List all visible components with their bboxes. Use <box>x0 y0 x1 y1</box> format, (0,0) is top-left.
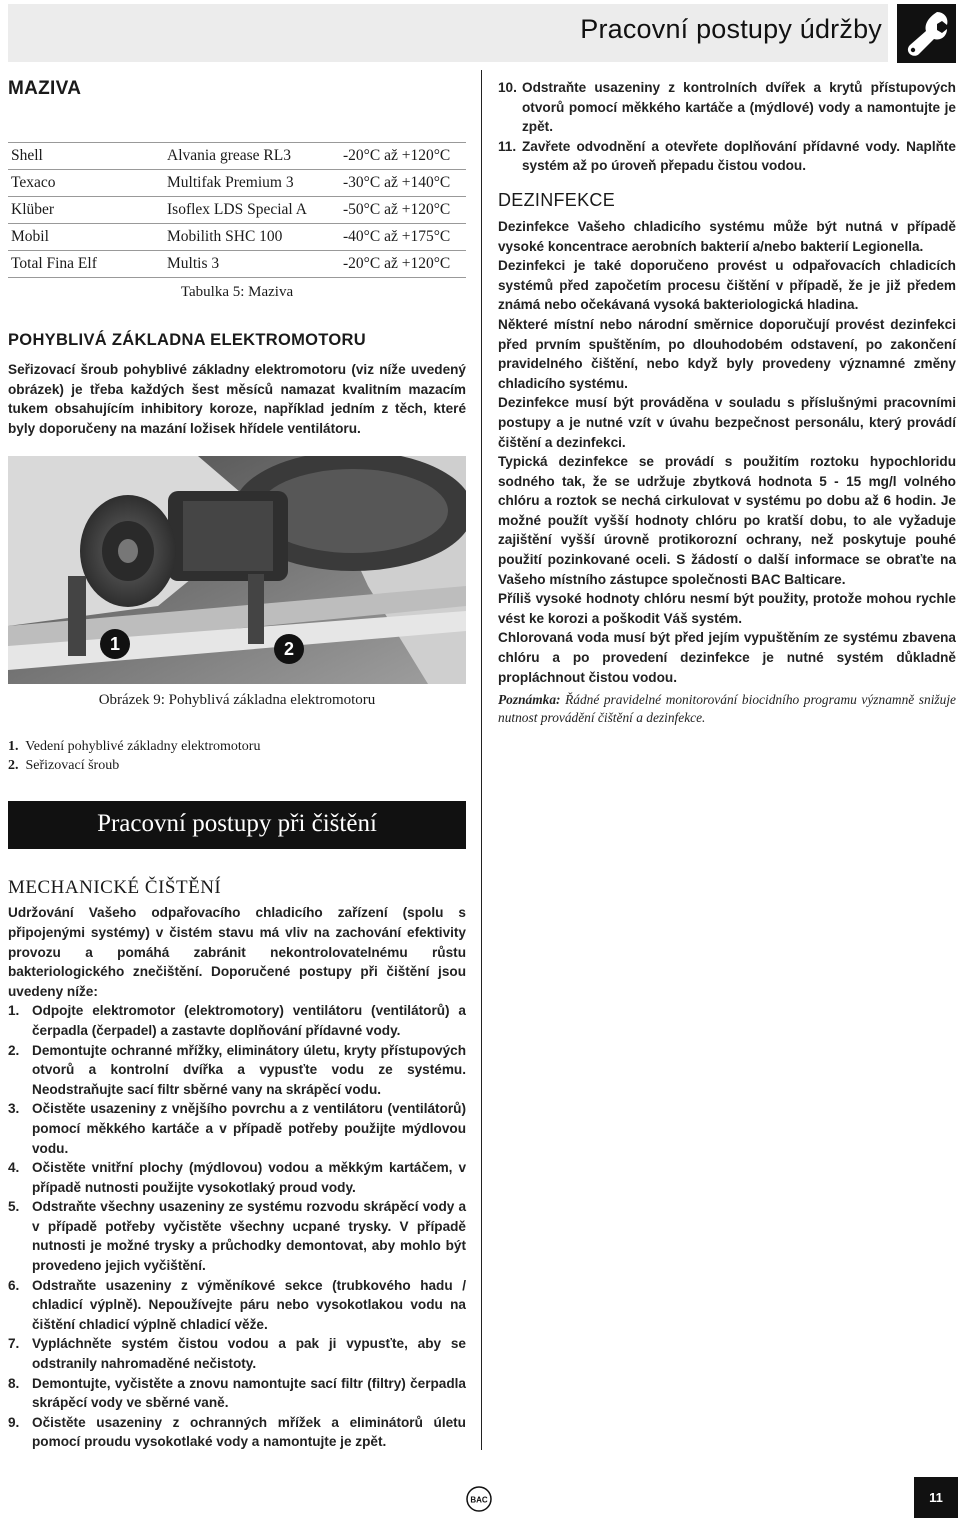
motor-base-photo <box>8 456 466 684</box>
table-caption: Tabulka 5: Maziva <box>180 284 294 300</box>
page-title: Pracovní postupy údržby <box>580 14 882 44</box>
motor-base-text: Seřizovací šroub pohyblivé základny elektromotoru (viz níže uvedený obrázek) je třeba každých šest měsíců namazat kvalitním mazacím tukem obsahujícím inhibitory koroze, například jedním z těch, které byly doporučeny na mazání ložisek hřídele ventilátoru. <box>8 362 466 436</box>
mechanical-steps <box>8 1001 466 1452</box>
marker-2: 2 <box>274 634 304 664</box>
list-item <box>8 1413 466 1452</box>
list-item-number: 7. <box>8 1336 20 1352</box>
lubricants-table <box>8 142 466 278</box>
legend-item: 1. Vedení pohyblivé základny elektromotoru <box>8 739 261 755</box>
table-row <box>8 143 466 170</box>
table-row <box>8 170 466 197</box>
disinfection-paragraph: Dezinfekce Vašeho chladicího systému může být nutná v případě vysoké koncentrace aerobních bakterií a/nebo bakterií Legionella. <box>498 218 956 254</box>
list-item-number: 5. <box>8 1199 20 1215</box>
left-column <box>8 70 466 1452</box>
list-item-number: 4. <box>8 1160 20 1176</box>
table-cell: Alvania grease RL3 <box>164 143 340 170</box>
disinfection-paragraph: Příliš vysoké hodnoty chlóru nesmí být použity, protože mohou rychle vést ke korozi a poškodit Váš systém. <box>498 591 956 626</box>
list-item-text: Zavřete odvodnění a otevřete doplňování přídavné vody. Naplňte systém až po úroveň přepadu čistou vodou. <box>522 138 956 174</box>
column-divider <box>481 70 482 1450</box>
list-item <box>8 1158 466 1197</box>
list-item <box>8 1276 466 1335</box>
list-item-text: Vypláchněte systém čistou vodou a pak ji vypusťte, aby se odstranily nahromaděné nečistoty. <box>32 1336 466 1372</box>
bac-logo-text: BAC <box>470 1495 488 1505</box>
disinfection-paragraph: Typická dezinfekce se provádí s použitím roztoku hypochloridu sodného tak, že se udržuje zbytková hodnota 5 - 15 mg/l volného chlóru a roztok se nechá cirkulovat v systému po dobu až 6 hodin. Je možné použít vyšší hodnoty chlóru po kratší dobu, to ale vyžaduje zajištění vyšší úrovně protikorozní ochrany, než poskytuje pouhé použití pozinkované oceli. S žádostí o další informace se obraťte na Vašeho místního zástupce společnosti BAC Balticare. <box>498 454 956 587</box>
list-item-number: 1. <box>8 1003 20 1019</box>
motor-base-heading: POHYBLIVÁ ZÁKLADNA ELEKTROMOTORU <box>8 331 366 349</box>
table-row <box>8 224 466 251</box>
disinfection-paragraph: Chlorovaná voda musí být před jejím vypuštěním ze systému zbavena chlóru a po provedení dezinfekce je nutné systém důkladně propláchnout čistou vodou. <box>498 630 956 685</box>
wrench-icon <box>897 4 956 63</box>
table-cell: -20°C až +120°C <box>340 251 466 278</box>
disinfection-text <box>498 217 956 687</box>
list-item-number: 9. <box>8 1414 20 1430</box>
figure-caption: Obrázek 9: Pohyblivá základna elektromotoru <box>98 692 376 709</box>
disinfection-paragraph: Dezinfekci je také doporučeno provést u odpařovacích chladicích systémů před započetím procesu čištění v případě, že je již předem známá nebo očekávaná vysoká bakteriologická hladina. <box>498 258 956 313</box>
list-item-number: 6. <box>8 1277 20 1293</box>
list-item-number: 10. <box>498 80 517 95</box>
cleaning-steps-continued <box>498 78 956 176</box>
list-item-text: Odstraňte všechny usazeniny ze systému rozvodu skrápěcí vody a v případě potřeby vyčistěte všechny ucpané trysky. V případě nutnosti je možné trysky a průchodky demontovat, aby mohlo být provedeno jejich vyčištění. <box>32 1199 466 1274</box>
list-item-text: Demontujte ochranné mřížky, eliminátory úletu, kryty přístupových otvorů a kontrolní dvířka a vypusťte vodu ze systému. Neodstraňujte sací filtr sběrné vany na skrápěcí vodu. <box>32 1042 466 1097</box>
list-item-number: 11. <box>498 138 517 154</box>
table-cell: -40°C až +175°C <box>340 224 466 251</box>
list-item <box>8 1099 466 1158</box>
list-item <box>8 1041 466 1100</box>
mechanical-intro: Udržování Vašeho odpařovacího chladicího zařízení (spolu s připojenými systémy) v čistém stavu má vliv na zachování efektivity provozu a pomáhá zabránit nekontrolovatelnému růstu bakteriologického znečištění. Doporučené postupy při čištění jsou uvedeny níže: <box>8 905 466 999</box>
disinfection-note: Poznámka: Řádné pravidelné monitorování biocidního programu významně snižuje nutnost provádění čištění a dezinfekce. <box>498 692 956 726</box>
list-item-text: Demontujte, vyčistěte a znovu namontujte sací filtr (filtry) čerpadla skrápěcí vody ve sběrné vaně. <box>32 1375 466 1411</box>
table-cell: Multifak Premium 3 <box>164 170 340 197</box>
list-item <box>498 137 956 176</box>
legend-item: 2. Seřizovací šroub <box>8 758 120 774</box>
table-cell: Klüber <box>8 197 164 224</box>
list-item-text: Odpojte elektromotor (elektromotory) ventilátoru (ventilátorů) a čerpadla (čerpadel) a zastavte doplňování přídavné vody. <box>32 1003 466 1038</box>
disinfection-heading: DEZINFEKCE <box>498 189 616 210</box>
list-item-text: Očistěte usazeniny z vnějšího povrchu a z ventilátoru (ventilátorů) pomocí měkkého kartáče a v případě potřeby použijte mýdlovou vodu. <box>32 1101 466 1156</box>
table-cell: Texaco <box>8 170 164 197</box>
table-cell: Shell <box>8 143 164 170</box>
list-item <box>8 1374 466 1413</box>
table-cell: Total Fina Elf <box>8 251 164 278</box>
table-row <box>8 251 466 278</box>
list-item-number: 2. <box>8 1042 20 1058</box>
disinfection-paragraph: Dezinfekce musí být prováděna v souladu s příslušnými pracovními postupy a je nutné vzít v úvahu bezpečnost personálu, který provádí čištění a dezinfekci. <box>498 395 956 450</box>
list-item <box>8 1197 466 1275</box>
table-cell: Multis 3 <box>164 251 340 278</box>
lubricants-heading: MAZIVA <box>8 78 82 99</box>
table-cell: Isoflex LDS Special A <box>164 197 340 224</box>
table-cell: -30°C až +140°C <box>340 170 466 197</box>
cleaning-banner: Pracovní postupy při čištění <box>8 801 466 849</box>
page-number: 11 <box>914 1477 958 1518</box>
list-item-text: Očistěte vnitřní plochy (mýdlovou) vodou a měkkým kartáčem, v případě nutnosti použijte vysokotlaký proud vody. <box>32 1160 466 1195</box>
list-item <box>8 1334 466 1373</box>
table-cell: -20°C až +120°C <box>340 143 466 170</box>
list-item-number: 3. <box>8 1101 20 1117</box>
list-item <box>8 1001 466 1040</box>
list-item-text: Očistěte usazeniny z ochranných mřížek a eliminátorů úletu pomocí proudu vysokotlaké vody a namontujte je zpět. <box>32 1414 466 1450</box>
marker-1: 1 <box>100 629 130 659</box>
list-item-number: 8. <box>8 1375 20 1391</box>
right-column <box>498 78 956 727</box>
table-cell: Mobilith SHC 100 <box>164 224 340 251</box>
figure-legend <box>8 737 466 775</box>
list-item-text: Odstraňte usazeniny z výměníkové sekce (trubkového hadu / chladicí výplně). Nepoužívejte páru nebo vysokotlakou vodu na čištění chladicí výplně chladicí věže. <box>32 1277 466 1332</box>
list-item-text: Odstraňte usazeniny z kontrolních dvířek a krytů přístupových otvorů pomocí měkkého kartáče a (mýdlové) vody a namontujte je zpět. <box>522 80 956 135</box>
bac-logo-icon <box>466 1486 492 1512</box>
table-cell: -50°C až +120°C <box>340 197 466 224</box>
disinfection-paragraph: Některé místní nebo národní směrnice doporučují provést dezinfekci před prvním spuštěním, po dlouhodobém odstavení, po zakončení pravidelného čištění, nebo když byly provedeny významné změny chladicího systému. <box>498 316 956 391</box>
list-item <box>498 78 956 137</box>
table-cell: Mobil <box>8 224 164 251</box>
mechanical-heading: MECHANICKÉ ČIŠTĚNÍ <box>8 877 222 899</box>
table-row <box>8 197 466 224</box>
